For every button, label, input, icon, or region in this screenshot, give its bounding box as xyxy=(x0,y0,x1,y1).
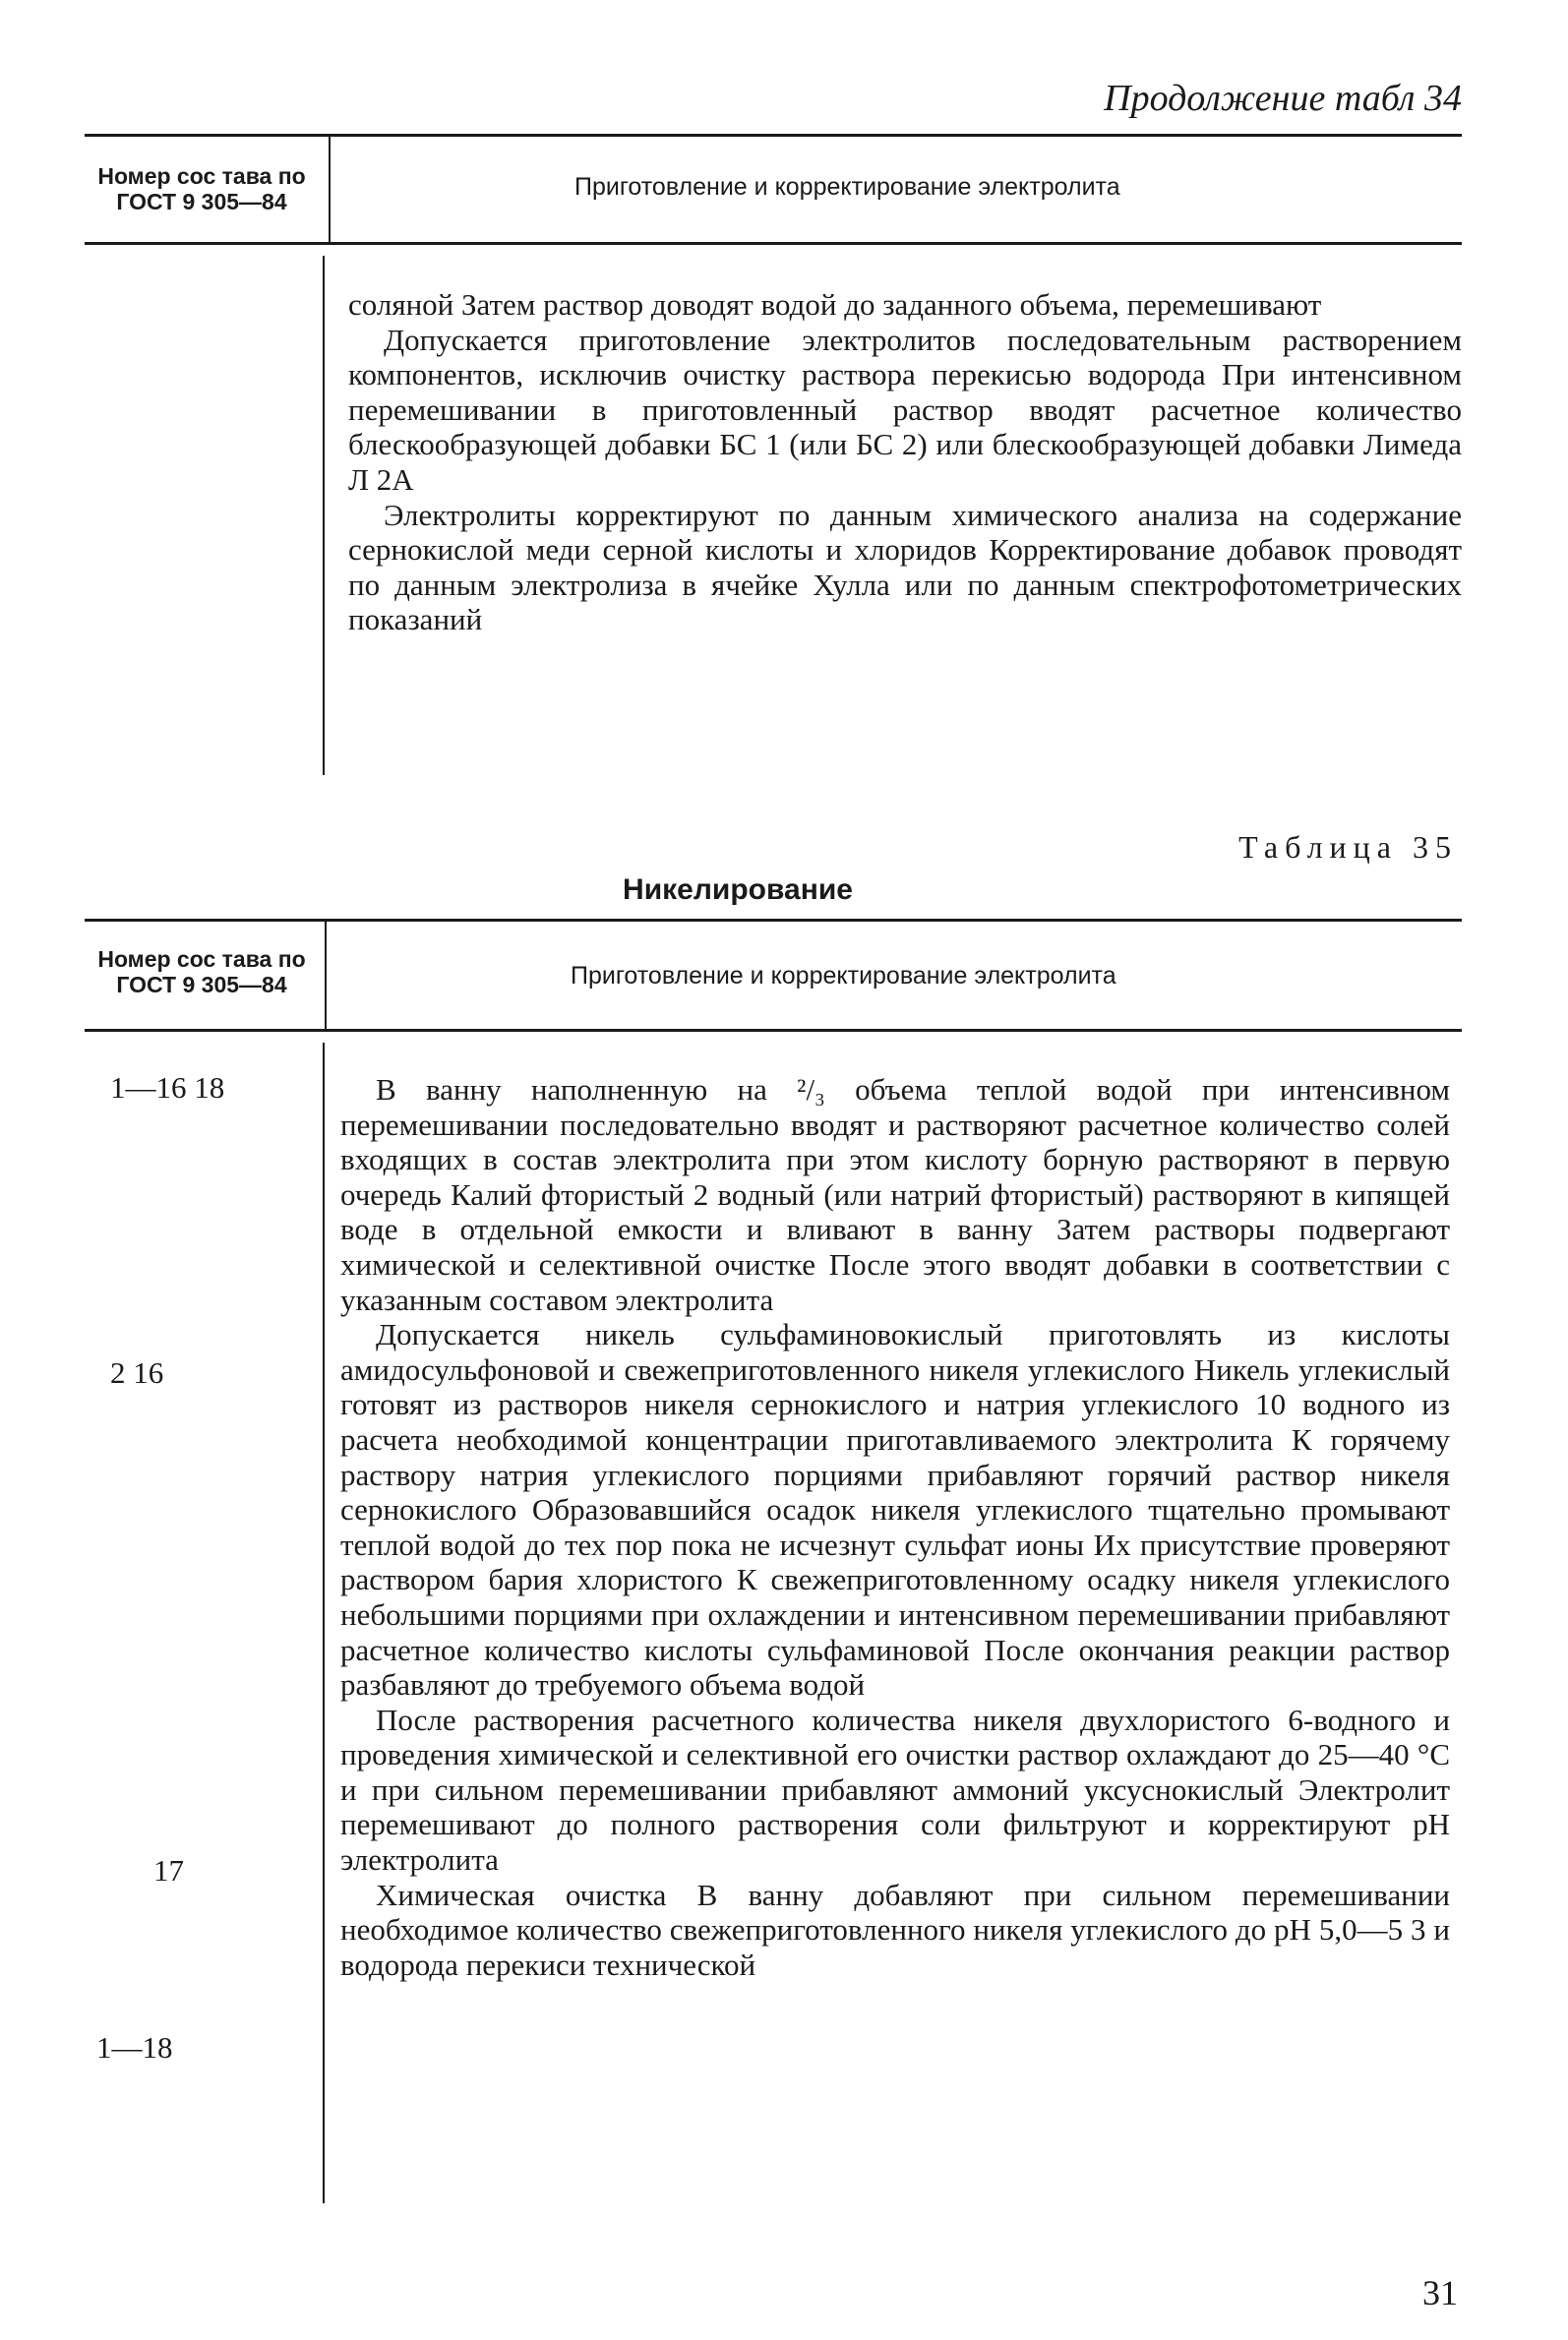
table34-header-divider xyxy=(329,136,331,242)
table35-row-number: 17 xyxy=(153,1853,184,1888)
table35-paragraph-2: Допускается никель сульфаминовокислый приготовлять из кислоты амидосульфоновой и свежеприготовленного никеля углекислого Никель углекислый готовят из растворов никеля сернокислого и натрия углекислого 10 водного из расчета необходимой концентрации приготавливаемого электролита К горячему раствору натрия углекислого порциями прибавляют горячий раствор никеля сернокислого Образовавшийся осадок никеля углекислого тщательно промывают теплой водой до тех пор пока не исчезнут сульфат ионы Их присутствие проверяют раствором бария хлористого К свежеприготовленному осадку никеля углекислого небольшими порциями при охлаждении и интенсивном перемешивании прибавляют расчетное количество кислоты сульфаминовой После окончания реакции раствор разбавляют до требуемого объема водой xyxy=(340,1317,1450,1703)
table34-body-divider xyxy=(323,256,325,775)
table34-body xyxy=(348,287,1462,637)
table34-header-preparation: Приготовление и корректирование электролита xyxy=(574,173,1120,201)
table35-paragraph-3: После растворения расчетного количества никеля двухлористого 6-водного и проведения химической и селективной его очистки раствор охлаждают до 25—40 °С и при сильном перемешивании прибавляют аммоний уксуснокислый Электролит перемешивают до полного растворения соли фильтруют и корректируют pH электролита xyxy=(340,1702,1450,1878)
table35-body-divider xyxy=(323,1043,325,2203)
table34-paragraph-3: Электролиты корректируют по данным химического анализа на содержание сернокислой меди серной кислоты и хлоридов Корректирование добавок проводят по данным электролиза в ячейке Хулла или по данным спектрофотометрических показаний xyxy=(348,497,1462,637)
table35-body xyxy=(340,1072,1450,1982)
table35-paragraph-4: Химическая очистка В ванну добавляют при сильном перемешивании необходимое количество свежеприготовленного никеля углекислого до pH 5,0—5 3 и водорода перекиси технической xyxy=(340,1877,1450,1982)
table35-header-number: Номер сос тава по ГОСТ 9 305—84 xyxy=(97,946,306,997)
table35-number: Таблица 35 xyxy=(1238,829,1458,865)
continuation-title: Продолжение табл 34 xyxy=(1104,78,1462,119)
table34-header-number: Номер сос тава по ГОСТ 9 305—84 xyxy=(97,163,306,214)
table35-row-number: 2 16 xyxy=(110,1355,164,1390)
table34-paragraph-1: соляной Затем раствор доводят водой до заданного объема, перемешивают xyxy=(348,287,1322,322)
table34-header-rule xyxy=(85,242,1462,245)
table35-header-divider xyxy=(325,921,327,1029)
table35-header-preparation: Приготовление и корректирование электролита xyxy=(571,962,1116,990)
table35-paragraph-1: В ванну наполненную на ²/₃ объема теплой водой при интенсивном перемешивании последовательно вводят и растворяют расчетное количество солей входящих в состав электролита при этом кислоту борную растворяют в первую очередь Калий фтористый 2 водный (или натрий фтористый) растворяют в кипящей воде в отдельной емкости и вливают в ванну Затем растворы подвергают химической и селективной очистке После этого вводят добавки в соответствии с указанным составом электролита xyxy=(340,1072,1450,1317)
table34-top-rule xyxy=(85,134,1462,137)
table35-caption: Никелирование xyxy=(623,873,853,906)
table35-row-number: 1—16 18 xyxy=(110,1070,225,1105)
table35-header-rule xyxy=(85,1029,1462,1032)
page-number: 31 xyxy=(1422,2273,1458,2312)
table35-row-number: 1—18 xyxy=(96,2030,173,2065)
table35-top-rule xyxy=(85,919,1462,922)
table34-paragraph-2: Допускается приготовление электролитов последовательным растворением компонентов, исключив очистку раствора перекисью водорода При интенсивном перемешивании в приготовленный раствор вводят расчетное количество блескообразующей добавки БС 1 (или БС 2) или блескообразующей добавки Лимеда Л 2А xyxy=(348,322,1462,497)
